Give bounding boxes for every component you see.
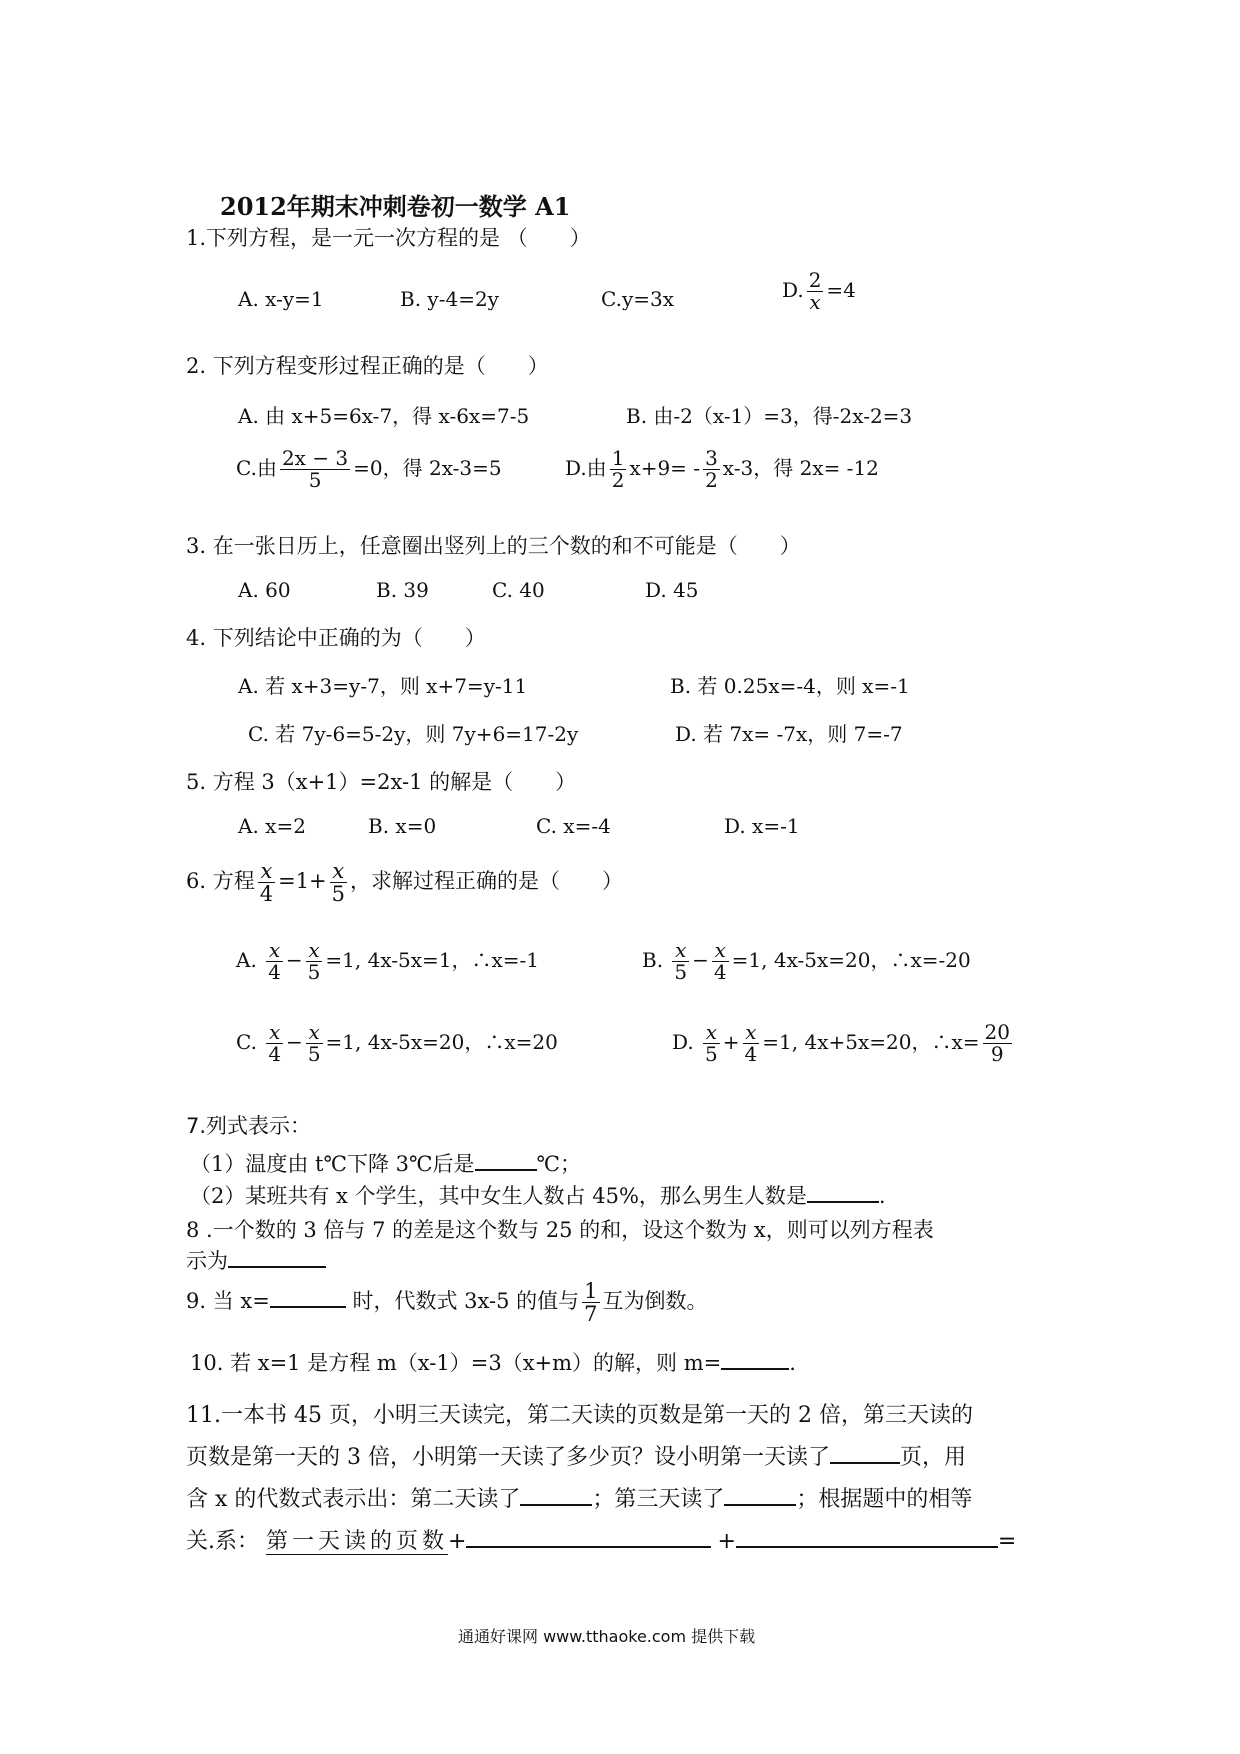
question-3-stem: 3. 在一张日历上，任意圈出竖列上的三个数的和不可能是（ ） (186, 534, 801, 558)
fraction (330, 860, 347, 905)
numerator: 20 (984, 1020, 1010, 1044)
question-4-stem: 4. 下列结论中正确的为（ ） (186, 626, 486, 650)
option-tail: =0，得 2x-3=5 (353, 456, 502, 480)
stem-text: 10. 若 x=1 是方程 m（x-1）=3（x+m）的解，则 m= (190, 1351, 722, 1375)
option-tail: =1, 4x-5x=20，∴x=-20 (731, 948, 971, 972)
fraction (582, 1280, 599, 1325)
fraction (266, 940, 283, 983)
fraction (306, 1022, 323, 1065)
line-text: ；第三天读了 (592, 1487, 725, 1512)
question-1-option-a: A. x-y=1 (238, 287, 324, 311)
numerator: 3 (705, 446, 718, 470)
numerator: 1 (584, 1279, 598, 1303)
answer-blank[interactable] (721, 1347, 789, 1370)
equation-middle: =1+ (278, 869, 327, 894)
question-8-line-1: 8 .一个数的 3 倍与 7 的差是这个数与 25 的和，设这个数为 x，则可以列方程表 (186, 1218, 934, 1242)
stem-suffix: 互为倒数。 (602, 1289, 708, 1314)
fraction (703, 1022, 720, 1065)
variable: x (714, 938, 726, 962)
page-footer: 通通好课网 www.tthaoke.com 提供下载 (458, 1627, 756, 1646)
question-2-option-c (236, 448, 502, 491)
question-11-line-2 (186, 1440, 966, 1471)
option-tail: x-3，得 2x= -12 (722, 456, 879, 480)
plus-sign: + (717, 1529, 736, 1554)
equals-sign: = (997, 1529, 1017, 1554)
answer-blank[interactable] (475, 1148, 537, 1171)
question-11-line-3 (186, 1482, 972, 1513)
fraction (306, 940, 323, 983)
numerator (266, 1022, 283, 1044)
question-5-stem: 5. 方程 3（x+1）=2x-1 的解是（ ） (186, 770, 577, 794)
question-7-part-2 (190, 1180, 886, 1210)
denominator: 5 (307, 1042, 321, 1066)
question-7-stem: 7.列式表示： (186, 1114, 312, 1138)
option-label: B. (642, 948, 664, 972)
stem-suffix: . (789, 1351, 796, 1375)
question-6-stem (186, 860, 623, 905)
option-label: D.由 (565, 456, 607, 480)
denominator: 4 (268, 1042, 282, 1066)
question-11-line-4 (186, 1524, 1016, 1555)
variable: x (809, 290, 821, 314)
question-3-option-d: D. 45 (645, 578, 699, 602)
option-label: D. (782, 278, 804, 302)
option-tail: =4 (826, 278, 856, 302)
denominator: 2 (611, 468, 625, 492)
option-label: A. (236, 948, 257, 972)
numerator (712, 940, 729, 962)
question-4-option-a: A. 若 x+3=y-7，则 x+7=y-11 (238, 674, 528, 698)
question-6-option-c: C. $\frac{x}{4}$ − $\frac{x}{5}$ =1, 4x-5x=20，∴x=20 (236, 1020, 558, 1066)
answer-blank[interactable] (466, 1524, 711, 1548)
denominator: 4 (744, 1042, 758, 1066)
stem-middle: 时，代数式 3x-5 的值与 (345, 1289, 580, 1314)
numerator (258, 860, 275, 883)
numerator (330, 860, 347, 883)
variable: x (745, 1020, 757, 1044)
question-8-line-2 (186, 1245, 326, 1275)
question-3-option-b: B. 39 (376, 578, 429, 602)
denominator: 9 (990, 1042, 1004, 1066)
variable: x (705, 1020, 718, 1044)
plus-sign: + (448, 1529, 467, 1554)
denominator: 5 (308, 468, 322, 492)
numerator (672, 940, 689, 962)
fraction (703, 448, 720, 491)
question-5-option-a: A. x=2 (238, 814, 306, 838)
denominator: 4 (259, 882, 274, 907)
question-2-option-a: A. 由 x+5=6x-7，得 x-6x=7-5 (238, 404, 530, 428)
line-text: ；根据题中的相等 (796, 1487, 973, 1512)
fraction (610, 448, 627, 491)
stem-suffix: ，求解过程正确的是（ ） (350, 869, 624, 894)
part-text: （2）某班共有 x 个学生，其中女生人数占 45%，那么男生人数是 (190, 1184, 807, 1208)
fraction (266, 1022, 283, 1065)
option-middle: x+9= - (629, 456, 701, 480)
part-suffix: ℃； (536, 1152, 581, 1176)
option-label: C. (236, 1030, 257, 1054)
denominator: 5 (331, 882, 346, 907)
numerator: 1 (611, 446, 625, 470)
numerator (743, 1022, 760, 1044)
question-7-part-1 (190, 1148, 581, 1178)
question-1-stem: 1.下列方程，是一元一次方程的是 （ ） (186, 226, 591, 250)
question-2-option-d (565, 448, 879, 491)
question-2-option-b: B. 由-2（x-1）=3，得-2x-2=3 (626, 404, 913, 428)
question-4-option-d: D. 若 7x= -7x，则 7=-7 (675, 722, 903, 746)
variable: x (332, 859, 345, 883)
option-label: C.由 (236, 456, 277, 480)
answer-blank[interactable] (724, 1482, 796, 1506)
question-5-option-c: C. x=-4 (536, 814, 611, 838)
question-2-stem: 2. 下列方程变形过程正确的是（ ） (186, 354, 549, 378)
answer-blank[interactable] (520, 1482, 592, 1506)
page-title: 2012年期末冲刺卷初一数学 A1 (220, 192, 571, 221)
question-3-option-c: C. 40 (492, 578, 545, 602)
line-text: 页数是第一天的 3 倍，小明第一天读了多少页？设小明第一天读了 (186, 1445, 830, 1470)
fraction (712, 940, 729, 983)
answer-blank[interactable] (736, 1524, 998, 1548)
question-6-option-d: D. $\frac{x}{5}$ + $\frac{x}{4}$ =1, 4x+5x=20，∴x= $\frac{20}{9}$ (672, 1020, 1010, 1066)
part-text: （1）温度由 t℃下降 3℃后是 (190, 1152, 475, 1176)
numerator (703, 1022, 720, 1044)
variable: x (308, 1020, 320, 1044)
option-label: D. (672, 1030, 694, 1054)
variable: x (260, 859, 273, 883)
variable: x (268, 938, 281, 962)
question-6-option-a: A. $\frac{x}{4}$ − $\frac{x}{5}$ =1, 4x-5x=1，∴x=-1 (236, 938, 540, 984)
answer-blank[interactable] (228, 1245, 326, 1268)
denominator (807, 292, 824, 313)
question-11-line-1: 11.一本书 45 页，小明三天读完，第二天读的页数是第一天的 2 倍，第三天读的 (186, 1403, 973, 1428)
numerator: 2 (808, 268, 822, 292)
option-tail: =1, 4x-5x=20，∴x=20 (325, 1030, 558, 1054)
part-suffix: . (878, 1184, 886, 1208)
variable: x (308, 938, 320, 962)
question-9 (186, 1280, 708, 1325)
denominator: 4 (713, 960, 727, 984)
denominator: 7 (584, 1302, 598, 1327)
question-1-option-d (782, 270, 856, 313)
fraction (258, 860, 275, 905)
denominator: 4 (268, 960, 281, 984)
variable: x (269, 1020, 281, 1044)
line-prefix: 关.系： (186, 1529, 259, 1554)
numerator (306, 1022, 323, 1044)
answer-blank[interactable] (270, 1285, 346, 1308)
question-1-option-c: C.y=3x (601, 287, 675, 311)
underlined-term: 第一天读的页数 (266, 1529, 449, 1554)
question-5-option-b: B. x=0 (368, 814, 437, 838)
option-tail: =1, 4x+5x=20，∴x= (762, 1030, 980, 1054)
numerator (306, 940, 323, 962)
denominator: 5 (674, 960, 688, 984)
question-3-option-a: A. 60 (238, 578, 291, 602)
fraction (280, 448, 350, 491)
question-4-option-b: B. 若 0.25x=-4，则 x=-1 (670, 674, 910, 698)
denominator: 5 (705, 1042, 718, 1066)
numerator: 2x − 3 (281, 446, 349, 470)
line-suffix: 页，用 (900, 1445, 967, 1470)
fraction (743, 1022, 760, 1065)
fraction (807, 270, 824, 313)
question-5-option-d: D. x=-1 (724, 814, 800, 838)
denominator: 5 (307, 960, 321, 984)
question-1-option-b: B. y-4=2y (400, 287, 499, 311)
fraction (983, 1022, 1012, 1065)
line-text: 含 x 的代数式表示出：第二天读了 (186, 1487, 521, 1512)
question-10 (190, 1347, 796, 1377)
stem-prefix: 6. 方程 (186, 869, 255, 894)
answer-blank[interactable] (807, 1180, 879, 1203)
option-tail: =1, 4x-5x=1，∴x=-1 (325, 948, 540, 972)
line-text: 示为 (186, 1249, 228, 1273)
answer-blank[interactable] (830, 1440, 900, 1464)
question-6-option-b: B. $\frac{x}{5}$ − $\frac{x}{4}$ =1, 4x-5x=20，∴x=-20 (642, 938, 971, 984)
stem-prefix: 9. 当 x= (186, 1289, 270, 1314)
variable: x (675, 938, 687, 962)
fraction (672, 940, 689, 983)
denominator: 2 (705, 468, 718, 492)
question-4-option-c: C. 若 7y-6=5-2y，则 7y+6=17-2y (248, 722, 579, 746)
numerator (266, 940, 283, 962)
